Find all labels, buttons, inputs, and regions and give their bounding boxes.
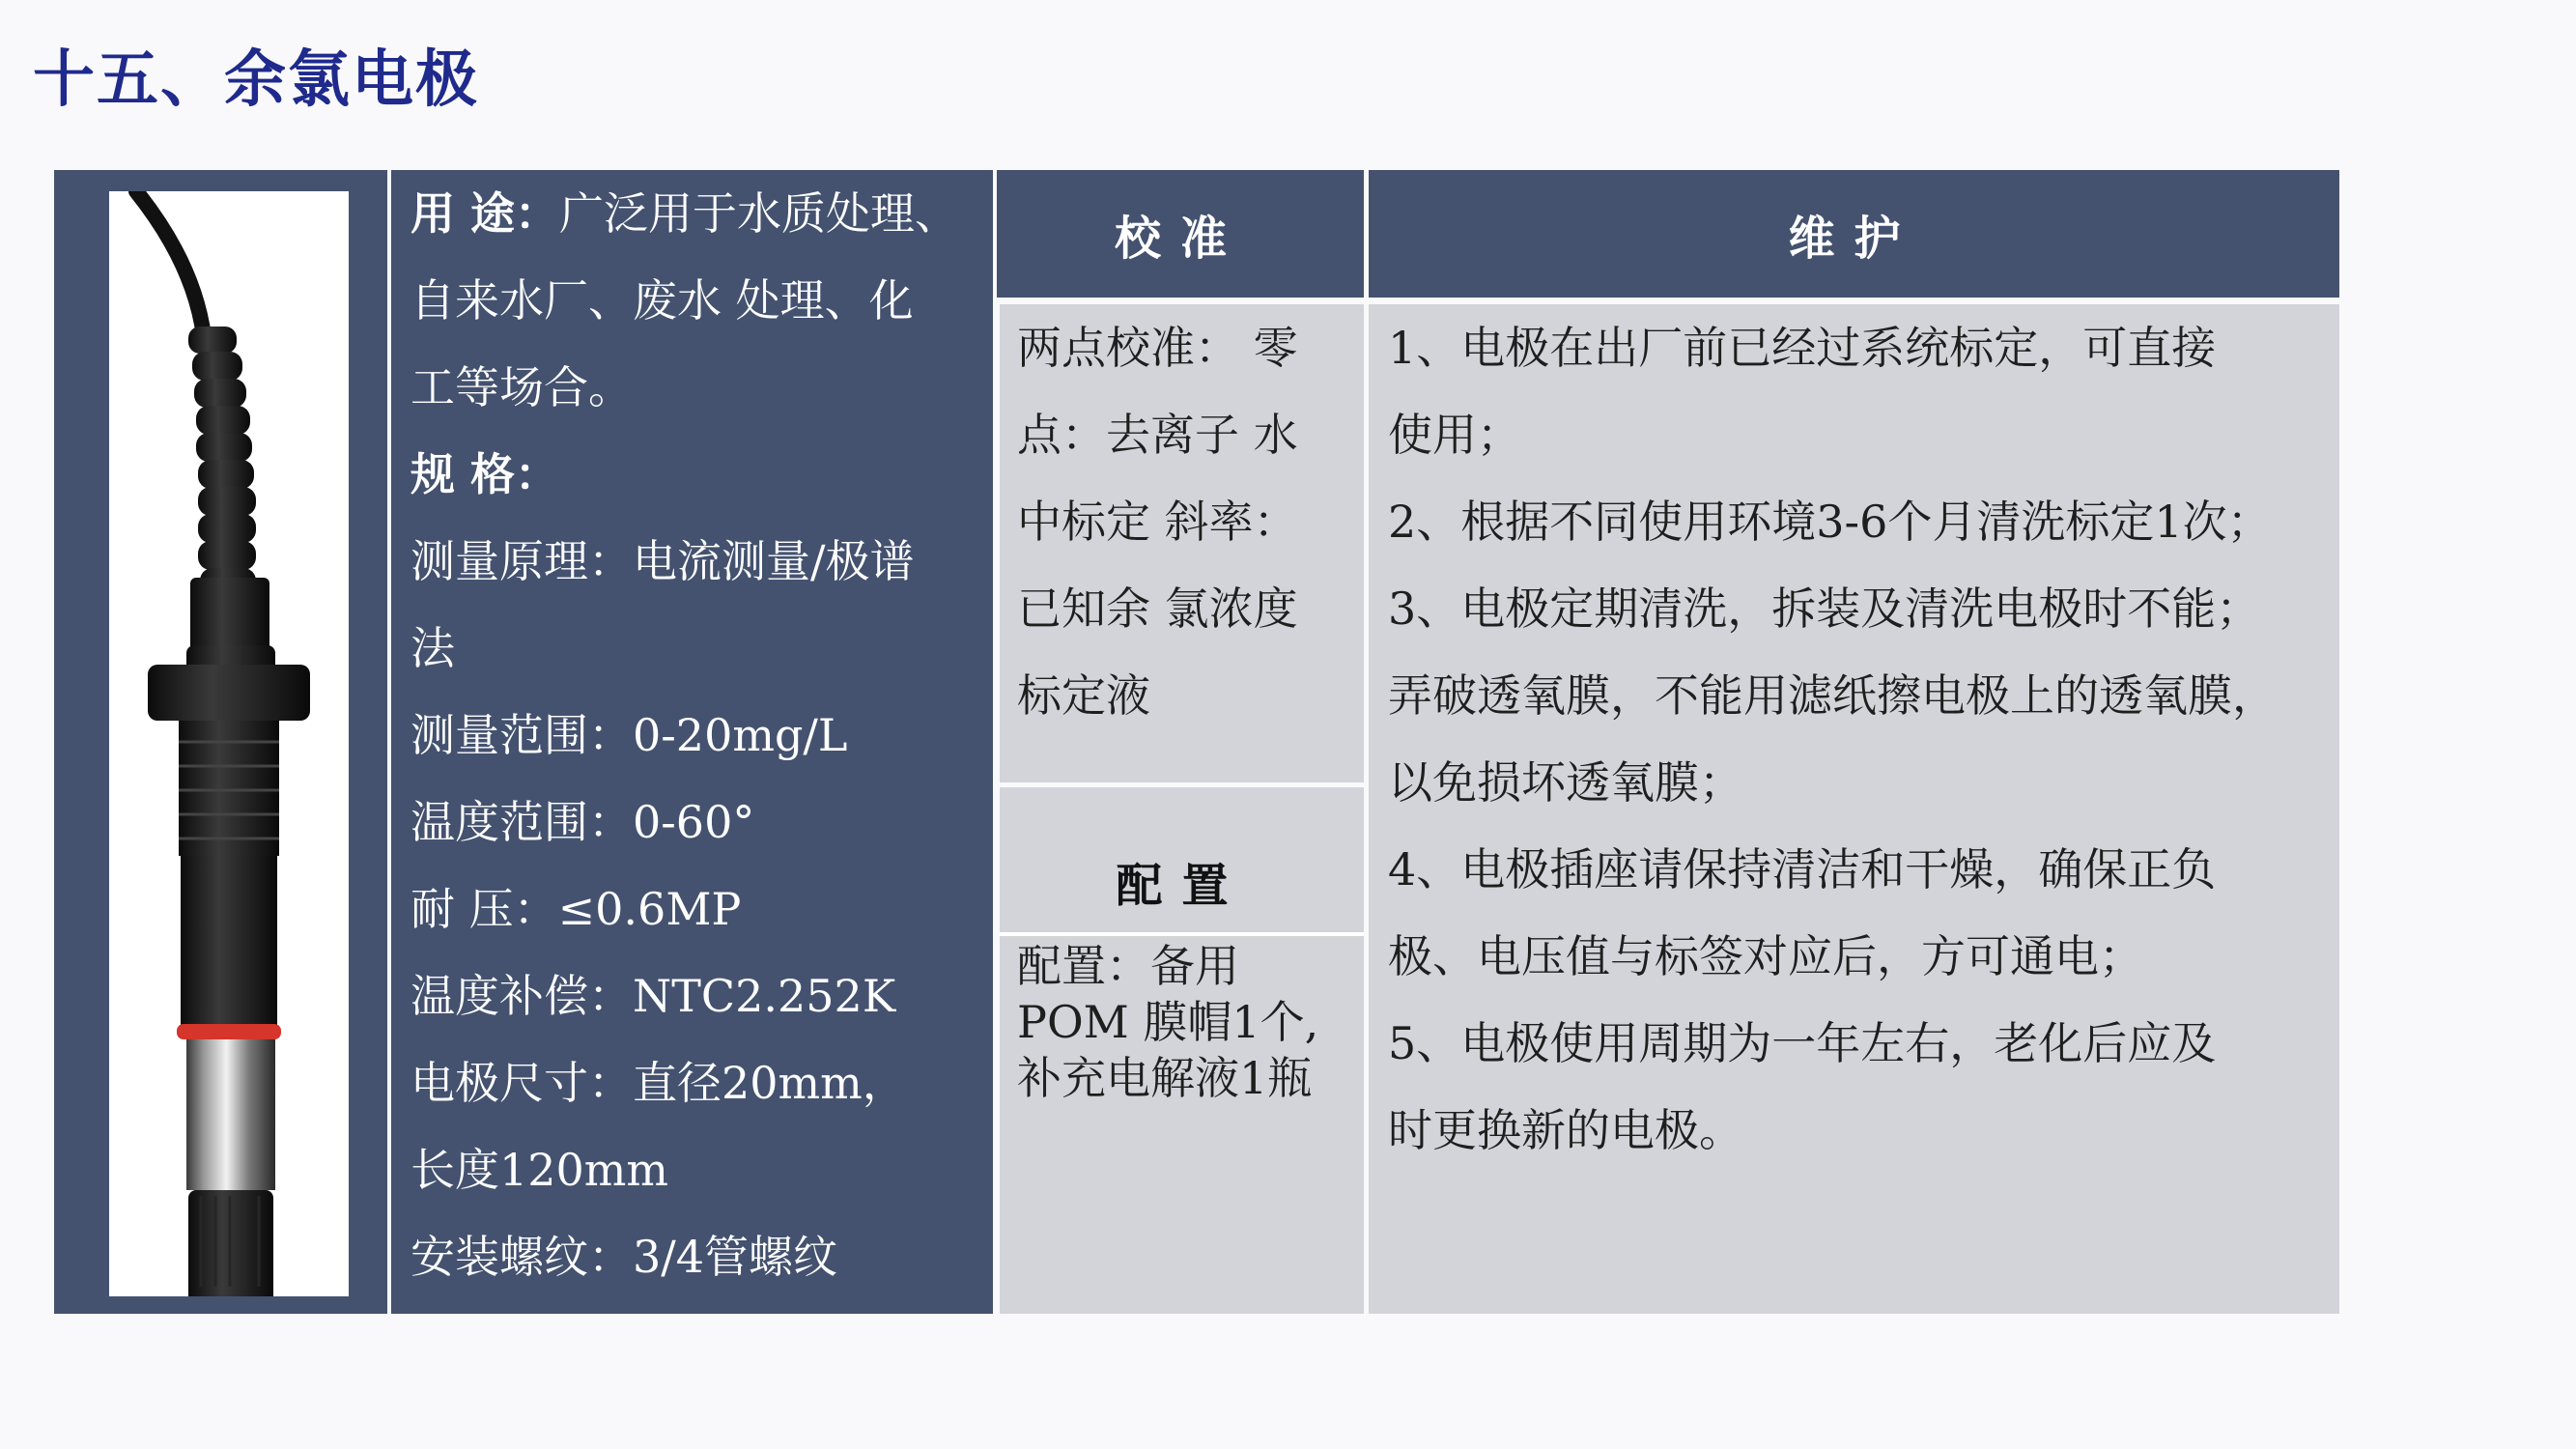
calibration-line: 中标定 斜率： bbox=[1017, 496, 1298, 548]
maintenance-line: 弄破透氧膜，不能用滤纸擦电极上的透氧膜， bbox=[1388, 669, 2277, 722]
spec-line: 电极尺寸：直径20mm， bbox=[410, 1057, 907, 1109]
calibration-line: 已知余 氯浓度 bbox=[1017, 582, 1298, 635]
calibration-panel bbox=[1000, 304, 1364, 782]
product-photo bbox=[109, 191, 349, 1296]
calibration-line: 标定液 bbox=[1017, 669, 1150, 722]
maintenance-line: 时更换新的电极。 bbox=[1388, 1104, 1743, 1156]
purpose-line: 自来水厂、废水 处理、化 bbox=[410, 274, 914, 327]
calibration-text bbox=[1017, 304, 1355, 739]
calibration-header: 校准 bbox=[997, 170, 1364, 298]
spec-line: 温度范围：0-60° bbox=[410, 796, 755, 848]
config-line: 配置：备用 bbox=[1017, 940, 1239, 992]
maintenance-line: 1、电极在出厂前已经过系统标定，可直接 bbox=[1388, 322, 2217, 374]
spec-line: 法 bbox=[410, 622, 455, 674]
maintenance-line: 以免损坏透氧膜； bbox=[1388, 756, 1743, 809]
spec-label: 规 格： bbox=[410, 448, 560, 500]
spec-line: 耐 压：≤0.6MP bbox=[410, 883, 742, 935]
config-line: 补充电解液1瓶 bbox=[1017, 1052, 1313, 1104]
purpose-label: 用 途： bbox=[410, 187, 560, 240]
maintenance-line: 2、根据不同使用环境3-6个月清洗标定1次； bbox=[1388, 496, 2272, 548]
spec-line: 温度补偿：NTC2.252K bbox=[410, 970, 896, 1022]
config-line: POM 膜帽1个, bbox=[1017, 996, 1319, 1048]
config-text bbox=[1017, 938, 1355, 1106]
spec-panel bbox=[391, 170, 993, 1314]
spec-text bbox=[410, 170, 1009, 1300]
config-panel bbox=[1000, 787, 1364, 1314]
config-header: 配置 bbox=[1116, 859, 1248, 913]
calibration-line: 两点校准： 零 bbox=[1017, 322, 1298, 374]
spec-line: 长度120mm bbox=[410, 1144, 669, 1196]
purpose-line: 广泛用于水质处理、 bbox=[559, 187, 960, 240]
maintenance-line: 极、电压值与标签对应后，方可通电； bbox=[1388, 930, 2143, 982]
calibration-line: 点：去离子 水 bbox=[1017, 409, 1298, 461]
spec-line: 测量原理：电流测量/极谱 bbox=[410, 535, 915, 587]
maintenance-header: 维护 bbox=[1369, 170, 2339, 298]
config-divider bbox=[1000, 932, 1364, 936]
spec-line: 安装螺纹：3/4管螺纹 bbox=[410, 1231, 838, 1283]
electrode-illustration bbox=[109, 191, 349, 1296]
maintenance-line: 使用； bbox=[1388, 409, 1521, 461]
purpose-line: 工等场合。 bbox=[410, 361, 633, 413]
maintenance-line: 3、电极定期清洗，拆装及清洗电极时不能； bbox=[1388, 582, 2261, 635]
page-title: 十五、余氯电极 bbox=[33, 44, 479, 116]
maintenance-line: 5、电极使用周期为一年左右，老化后应及 bbox=[1388, 1017, 2217, 1069]
maintenance-panel bbox=[1369, 304, 2339, 1314]
spec-line: 测量范围：0-20mg/L bbox=[410, 709, 848, 761]
config-header-cell bbox=[1000, 787, 1364, 932]
maintenance-line: 4、电极插座请保持清洁和干燥，确保正负 bbox=[1388, 843, 2217, 895]
maintenance-text bbox=[1388, 304, 2335, 1174]
